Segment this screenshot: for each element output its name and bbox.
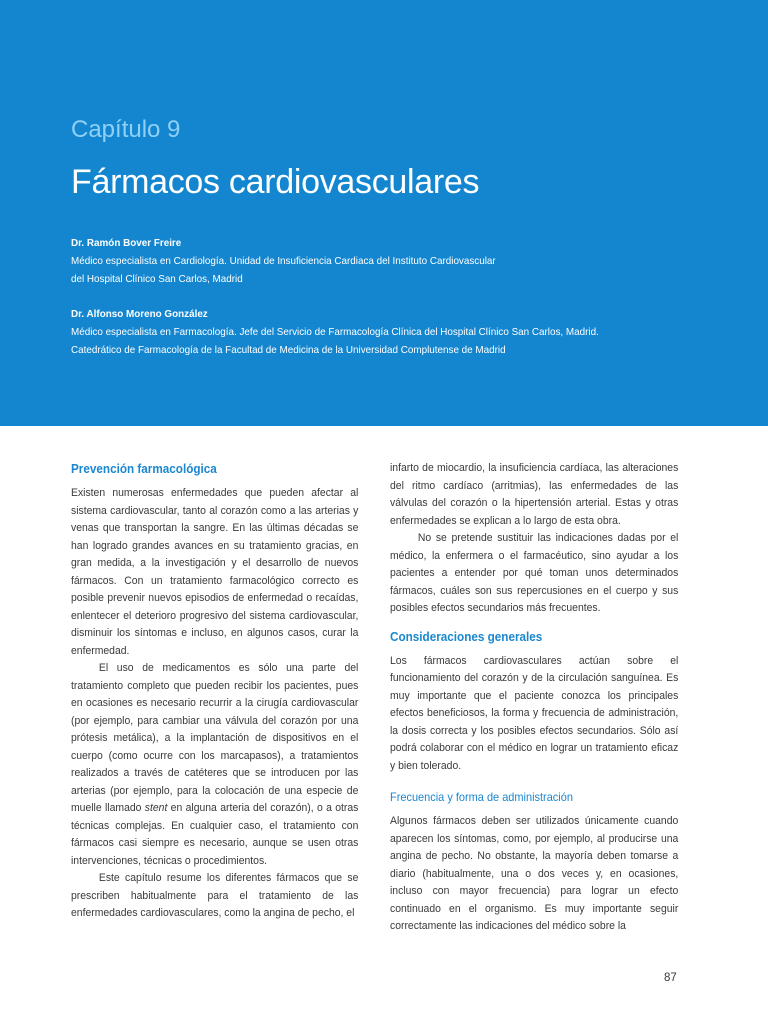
emphasis-term: stent: [144, 802, 168, 814]
paragraph: Este capítulo resume los diferentes fármacos que se prescriben habitualmente para el tratamiento de las enfermedades cardiovasculares, como la angina de pecho, el: [71, 872, 359, 919]
paragraph: Existen numerosas enfermedades que pueden afectar al sistema cardiovascular, tanto al corazón como a las arterias y venas que transportan la sangre. En las últimas décadas se han logrado grandes avances en su tratamiento gracias, en gran medida, a la investigación y el desarrollo de nuevos fármacos. Con un tratamiento farmacológico correcto es posible prevenir nuevos episodios de enfermedad o recaídas, enlentecer el deterioro progresivo del sistema cardiovascular, disminuir los síntomas e incluso, en algunos casos, curar la enfermedad.: [71, 487, 359, 657]
author-affiliation-line: Médico especialista en Farmacología. Jefe del Servicio de Farmacología Clínica del Hospital Clínico San Carlos, Madrid.: [71, 327, 599, 338]
author-block-2: [71, 306, 599, 360]
author-block-1: [71, 235, 496, 289]
left-column: [71, 460, 358, 923]
paragraph-text: en alguna arteria del corazón), o a otras técnicas complejas. En cualquier caso, el tratamiento con fármacos casi siempre es necesario, aunque se usen otras intervenciones, técnicas o procedimientos.: [71, 802, 359, 867]
author-affiliation-line: Médico especialista en Cardiología. Unidad de Insuficiencia Cardiaca del Instituto Cardiovascular: [71, 256, 496, 267]
chapter-title: Fármacos cardiovasculares: [71, 163, 480, 201]
chapter-label: Capítulo 9: [71, 116, 181, 143]
right-column: [390, 460, 678, 936]
section-heading-prevencion: Prevención farmacológica: [71, 462, 217, 476]
paragraph: No se pretende sustituir las indicaciones dadas por el médico, la enfermera o el farmacéutico, sino ayudar a los pacientes a entender por qué toman unos determinados fármacos, cuáles son sus repercusiones en el cuerpo y sus posibles efectos secundarios más frecuentes.: [390, 532, 679, 614]
section-heading-consideraciones: Consideraciones generales: [390, 629, 543, 644]
paragraph: Los fármacos cardiovasculares actúan sobre el funcionamiento del corazón y de la circulación sanguínea. Es muy importante que el paciente conozca los principales efectos beneficiosos, la forma y frecuencia de administración, la dosis correcta y los posibles efectos secundarios. Sólo así podrá colaborar con el médico en lograr un tratamiento eficaz y bien tolerado.: [390, 654, 679, 772]
paragraph: infarto de miocardio, la insuficiencia cardíaca, las alteraciones del ritmo cardíaco (arritmias), las enfermedades de las válvulas del corazón o la hipertensión arterial. Estas y otras enfermedades se explican a lo largo de esta obra.: [390, 462, 679, 527]
author-name: Dr. Ramón Bover Freire: [71, 238, 182, 249]
author-name: Dr. Alfonso Moreno González: [71, 309, 208, 320]
paragraph: [71, 660, 358, 870]
paragraph-text: El uso de medicamentos es sólo una parte del tratamiento completo que pueden recibir los pacientes, pues en ocasiones es necesario recurrir a la cirugía cardiovascular (por ejemplo, para cambiar una válvula del corazón por una prótesis metálica), a la implantación de dispositivos en el cuerpo (como ocurre con los marcapasos), a tratamientos realizados a través de catéteres que se introducen por las arterias (por ejemplo, para la colocación de una especie de muelle llamado: [71, 662, 359, 814]
chapter-header-band: [0, 0, 768, 426]
paragraph: Algunos fármacos deben ser utilizados únicamente cuando aparecen los síntomas, como, por ejemplo, al producirse una angina de pecho. No obstante, la mayoría deben tomarse a diario (habitualmente, una o dos veces y, en ocasiones, incluso con mayor frecuencia) para lograr un efecto continuado en el organismo. Es muy importante seguir correctamente las indicaciones del médico sobre la: [390, 815, 679, 932]
page-number: 87: [664, 972, 677, 984]
author-affiliation-line: del Hospital Clínico San Carlos, Madrid: [71, 274, 243, 285]
author-affiliation-line: Catedrático de Farmacología de la Facultad de Medicina de la Universidad Complutense de Madrid: [71, 345, 506, 356]
subsection-heading-frecuencia: Frecuencia y forma de administración: [390, 790, 573, 804]
